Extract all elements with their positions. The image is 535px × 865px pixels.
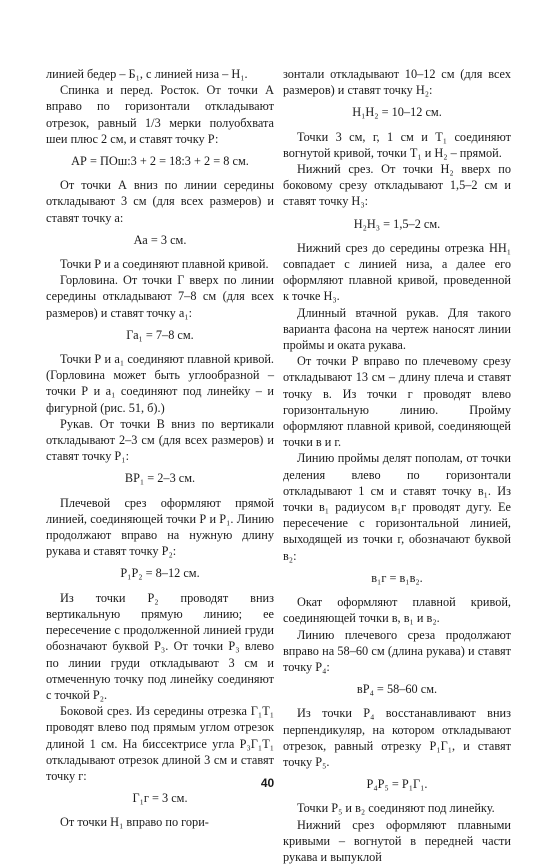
formula: ВР₁ = 2–3 см. bbox=[124, 471, 196, 486]
paragraph: Окат оформляют плавной кривой, соединяющей точки в, в₁ и в₂. bbox=[283, 595, 511, 626]
paragraph: Нижний срез до середины отрезка НН₁ совпадает с линией низа, а далее его оформляют плавной кривой, проведенной к точке Н₃. bbox=[283, 240, 511, 304]
formula: Н₂Н₃ = 1,5–2 см. bbox=[353, 216, 441, 231]
formula: Аа = 3 см. bbox=[133, 232, 187, 247]
left-column bbox=[46, 66, 274, 831]
paragraph: зонтали откладывают 10–12 см (для всех размеров) и ставят точку Н₂: bbox=[283, 67, 511, 98]
formula: в₁г = в₁в₂. bbox=[371, 570, 423, 585]
paragraph: Горловина. От точки Г вверх по линии середины откладывают 7–8 см (для всех размеров) и ставят точку а₁: bbox=[46, 273, 274, 320]
paragraph: Длинный втачной рукав. Для такого варианта фасона на чертеж наносят линии проймы и оката рукава. bbox=[283, 305, 511, 353]
formula: Г₁г = 3 см. bbox=[132, 791, 188, 806]
paragraph: Точки Р₅ и в₂ соединяют под линейку. bbox=[297, 801, 495, 816]
paragraph: Точки Р и а₁ соединяют плавной кривой. (Горловина может быть углообразной – точки Р и а₁ соединяют под линейку – и фигурной (рис. 51, б).) bbox=[46, 352, 274, 415]
paragraph: Точки Р и а соединяют плавной кривой. bbox=[60, 257, 269, 272]
paragraph: Спинка и перед. Росток. От точки А вправо по горизонтали откладывают отрезок, равный 1/3 мерки полуобхвата шеи плюс 2 см, и ставят точку Р: bbox=[46, 83, 274, 146]
paragraph: Рукав. От точки В вниз по вертикали откладывают 2–3 см (для всех размеров) и ставят точку Р₁: bbox=[46, 416, 274, 464]
paragraph: От точки А вниз по линии середины откладывают 3 см (для всех размеров) и ставят точку а: bbox=[46, 178, 274, 225]
formula: Н₁Н₂ = 10–12 см. bbox=[352, 105, 442, 120]
paragraph: Линию плечевого среза продолжают вправо на 58–60 см (длина рукава) и ставят точку Р₄: bbox=[283, 627, 511, 674]
formula: вР₄ = 58–60 см. bbox=[356, 682, 438, 697]
right-column bbox=[283, 66, 511, 865]
formula: Р₁Р₂ = 8–12 см. bbox=[120, 566, 200, 581]
paragraph: Боковой срез. Из середины отрезка Г₁Т₁ проводят влево под прямым углом отрезок длиной 1 см. На биссектрисе угла Р₃Г₁Т₁ откладывают отрезок длиной 3 см и ставят точку г: bbox=[46, 704, 274, 783]
paragraph: Нижний срез оформляют плавными кривыми – вогнутой в передней части рукава и выпуклой bbox=[283, 817, 511, 864]
formula: Р₄Р₅ = Р₁Г₁. bbox=[366, 777, 428, 792]
paragraph: От точки Н₁ вправо по гори- bbox=[60, 815, 209, 830]
paragraph: Плечевой срез оформляют прямой линией, соединяющей точки Р и Р₁. Линию продолжают вправо на нужную длину рукава и ставят точку Р₂: bbox=[46, 495, 274, 559]
paragraph: Линию проймы делят пополам, от точки деления влево по горизонтали откладывают 1 см и ставят точку в₁. Из точки в₁ радиусом в₁г проводят дугу. Ее пересечение с горизонтальной линией, выходящей из точки г, обозначают буквой в₂: bbox=[283, 451, 511, 563]
paragraph: линией бедер – Б₁, с линией низа – Н₁. bbox=[46, 67, 248, 81]
page-number: 40 bbox=[260, 776, 275, 790]
formula: АР = ПОш:3 + 2 = 18:3 + 2 = 8 см. bbox=[71, 154, 249, 169]
paragraph: Нижний срез. От точки Н₂ вверх по боковому срезу откладывают 1,5–2 см и ставят точку Н₃: bbox=[283, 162, 511, 209]
formula: Га₁ = 7–8 см. bbox=[126, 327, 194, 342]
paragraph: Из точки Р₂ проводят вниз вертикальную прямую линию; ее пересечение с продолженной линией груди обозначают буквой Р₃. От точки Р₃ влево по линии груди откладывают 3 см и отмеченную точку под линейку соединяют с точкой Р₂. bbox=[46, 590, 274, 702]
paragraph: Из точки Р₄ восстанавливают вниз перпендикуляр, на котором откладывают отрезок, равный отрезку Р₁Г₁, и ставят точку Р₅. bbox=[283, 706, 511, 769]
paragraph: От точки Р вправо по плечевому срезу откладывают 13 см – длину плеча и ставят точку в. Из точки г проводят влево горизонтальную линию. Пройму оформляют плавной кривой, соединяющей точки в и г. bbox=[283, 354, 511, 450]
paragraph: Точки 3 см, г, 1 см и Т₁ соединяют вогнутой кривой, точки Т₁ и Н₂ – прямой. bbox=[283, 129, 511, 160]
